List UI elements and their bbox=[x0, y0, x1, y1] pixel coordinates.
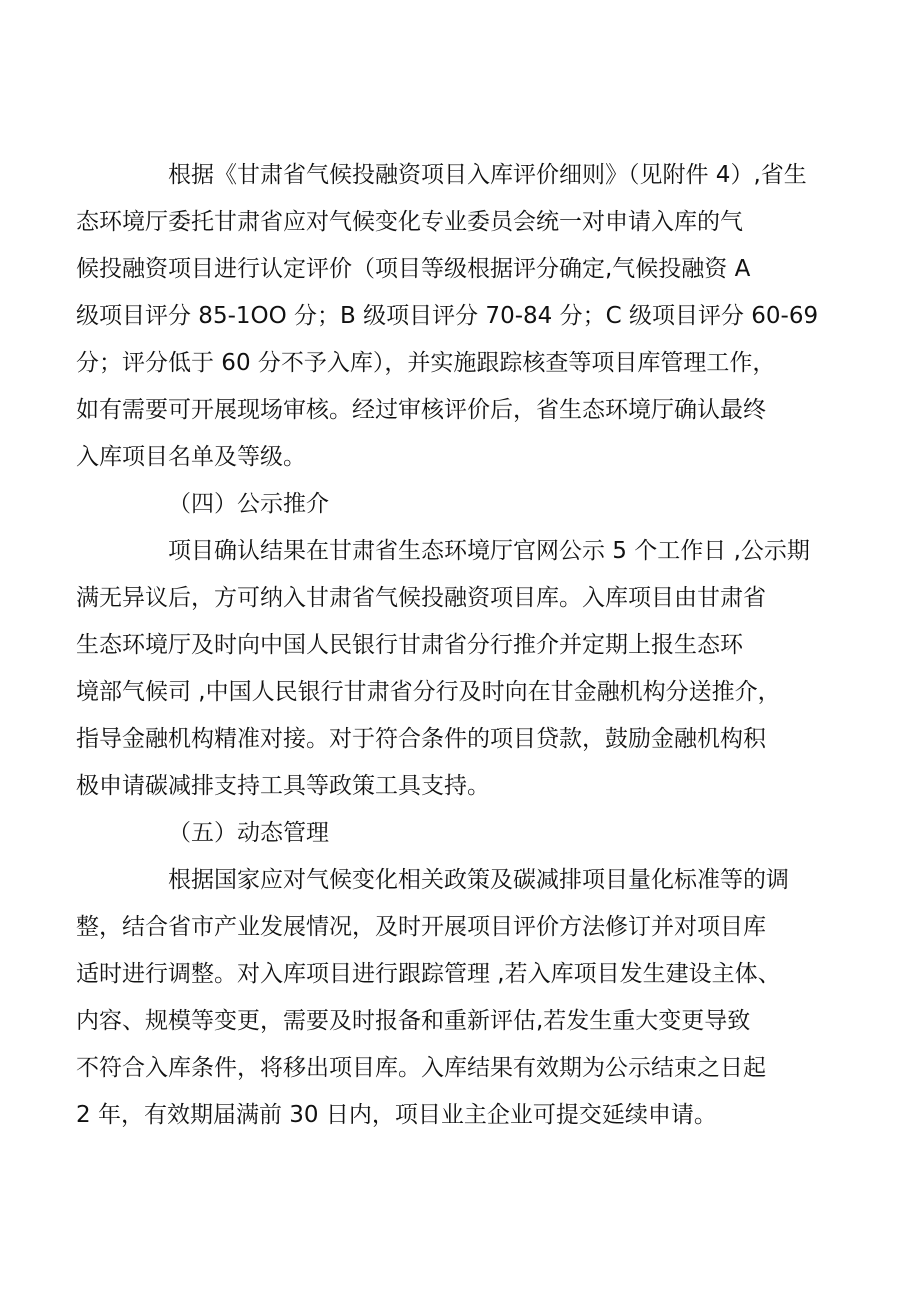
text-line: 不符合入库条件，将移出项目库。入库结果有效期为公示结束之日起 bbox=[76, 1055, 766, 1081]
text-line: 根据国家应对气候变化相关政策及碳减排项目量化标准等的调 bbox=[168, 867, 789, 893]
text-line: 适时进行调整。对入库项目进行跟踪管理 ,若入库项目发生建设主体、 bbox=[76, 961, 781, 987]
text-line: 指导金融机构精准对接。对于符合条件的项目贷款，鼓励金融机构积 bbox=[76, 726, 766, 752]
section-heading-publicity: （四）公示推介 bbox=[168, 491, 329, 517]
document-body bbox=[76, 152, 819, 1139]
text-line: 项目确认结果在甘肃省生态环境厅官网公示 5 个工作日 ,公示期 bbox=[168, 538, 810, 564]
text-line: 根据《甘肃省气候投融资项目入库评价细则》（见附件 4）,省生 bbox=[168, 162, 807, 188]
text-line: 如有需要可开展现场审核。经过审核评价后，省生态环境厅确认最终 bbox=[76, 397, 766, 423]
text-line: 整，结合省市产业发展情况，及时开展项目评价方法修订并对项目库 bbox=[76, 914, 766, 940]
text-line: 级项目评分 85-1OO 分；B 级项目评分 70-84 分；C 级项目评分 60-69 bbox=[76, 303, 819, 329]
text-line: 极申请碳减排支持工具等政策工具支持。 bbox=[76, 773, 490, 799]
text-line: 生态环境厅及时向中国人民银行甘肃省分行推介并定期上报生态环 bbox=[76, 632, 743, 658]
text-line: 满无异议后，方可纳入甘肃省气候投融资项目库。入库项目由甘肃省 bbox=[76, 585, 766, 611]
paragraph-publicity bbox=[76, 528, 814, 810]
paragraph-evaluation bbox=[76, 152, 819, 481]
text-line: 内容、规模等变更，需要及时报备和重新评估,若发生重大变更导致 bbox=[76, 1008, 751, 1034]
text-line: 境部气候司 ,中国人民银行甘肃省分行及时向在甘金融机构分送推介， bbox=[76, 679, 781, 705]
text-line: 2 年，有效期届满前 30 日内，项目业主企业可提交延续申请。 bbox=[76, 1102, 717, 1128]
text-line: 分；评分低于 60 分不予入库），并实施跟踪核查等项目库管理工作， bbox=[76, 350, 776, 376]
paragraph-dynamic-management bbox=[76, 857, 814, 1139]
section-heading-dynamic-management: （五）动态管理 bbox=[168, 820, 329, 846]
text-line: 入库项目名单及等级。 bbox=[76, 444, 306, 470]
text-line: 态环境厅委托甘肃省应对气候变化专业委员会统一对申请入库的气 bbox=[76, 209, 743, 235]
text-line: 候投融资项目进行认定评价（项目等级根据评分确定,气候投融资 A bbox=[76, 256, 751, 282]
